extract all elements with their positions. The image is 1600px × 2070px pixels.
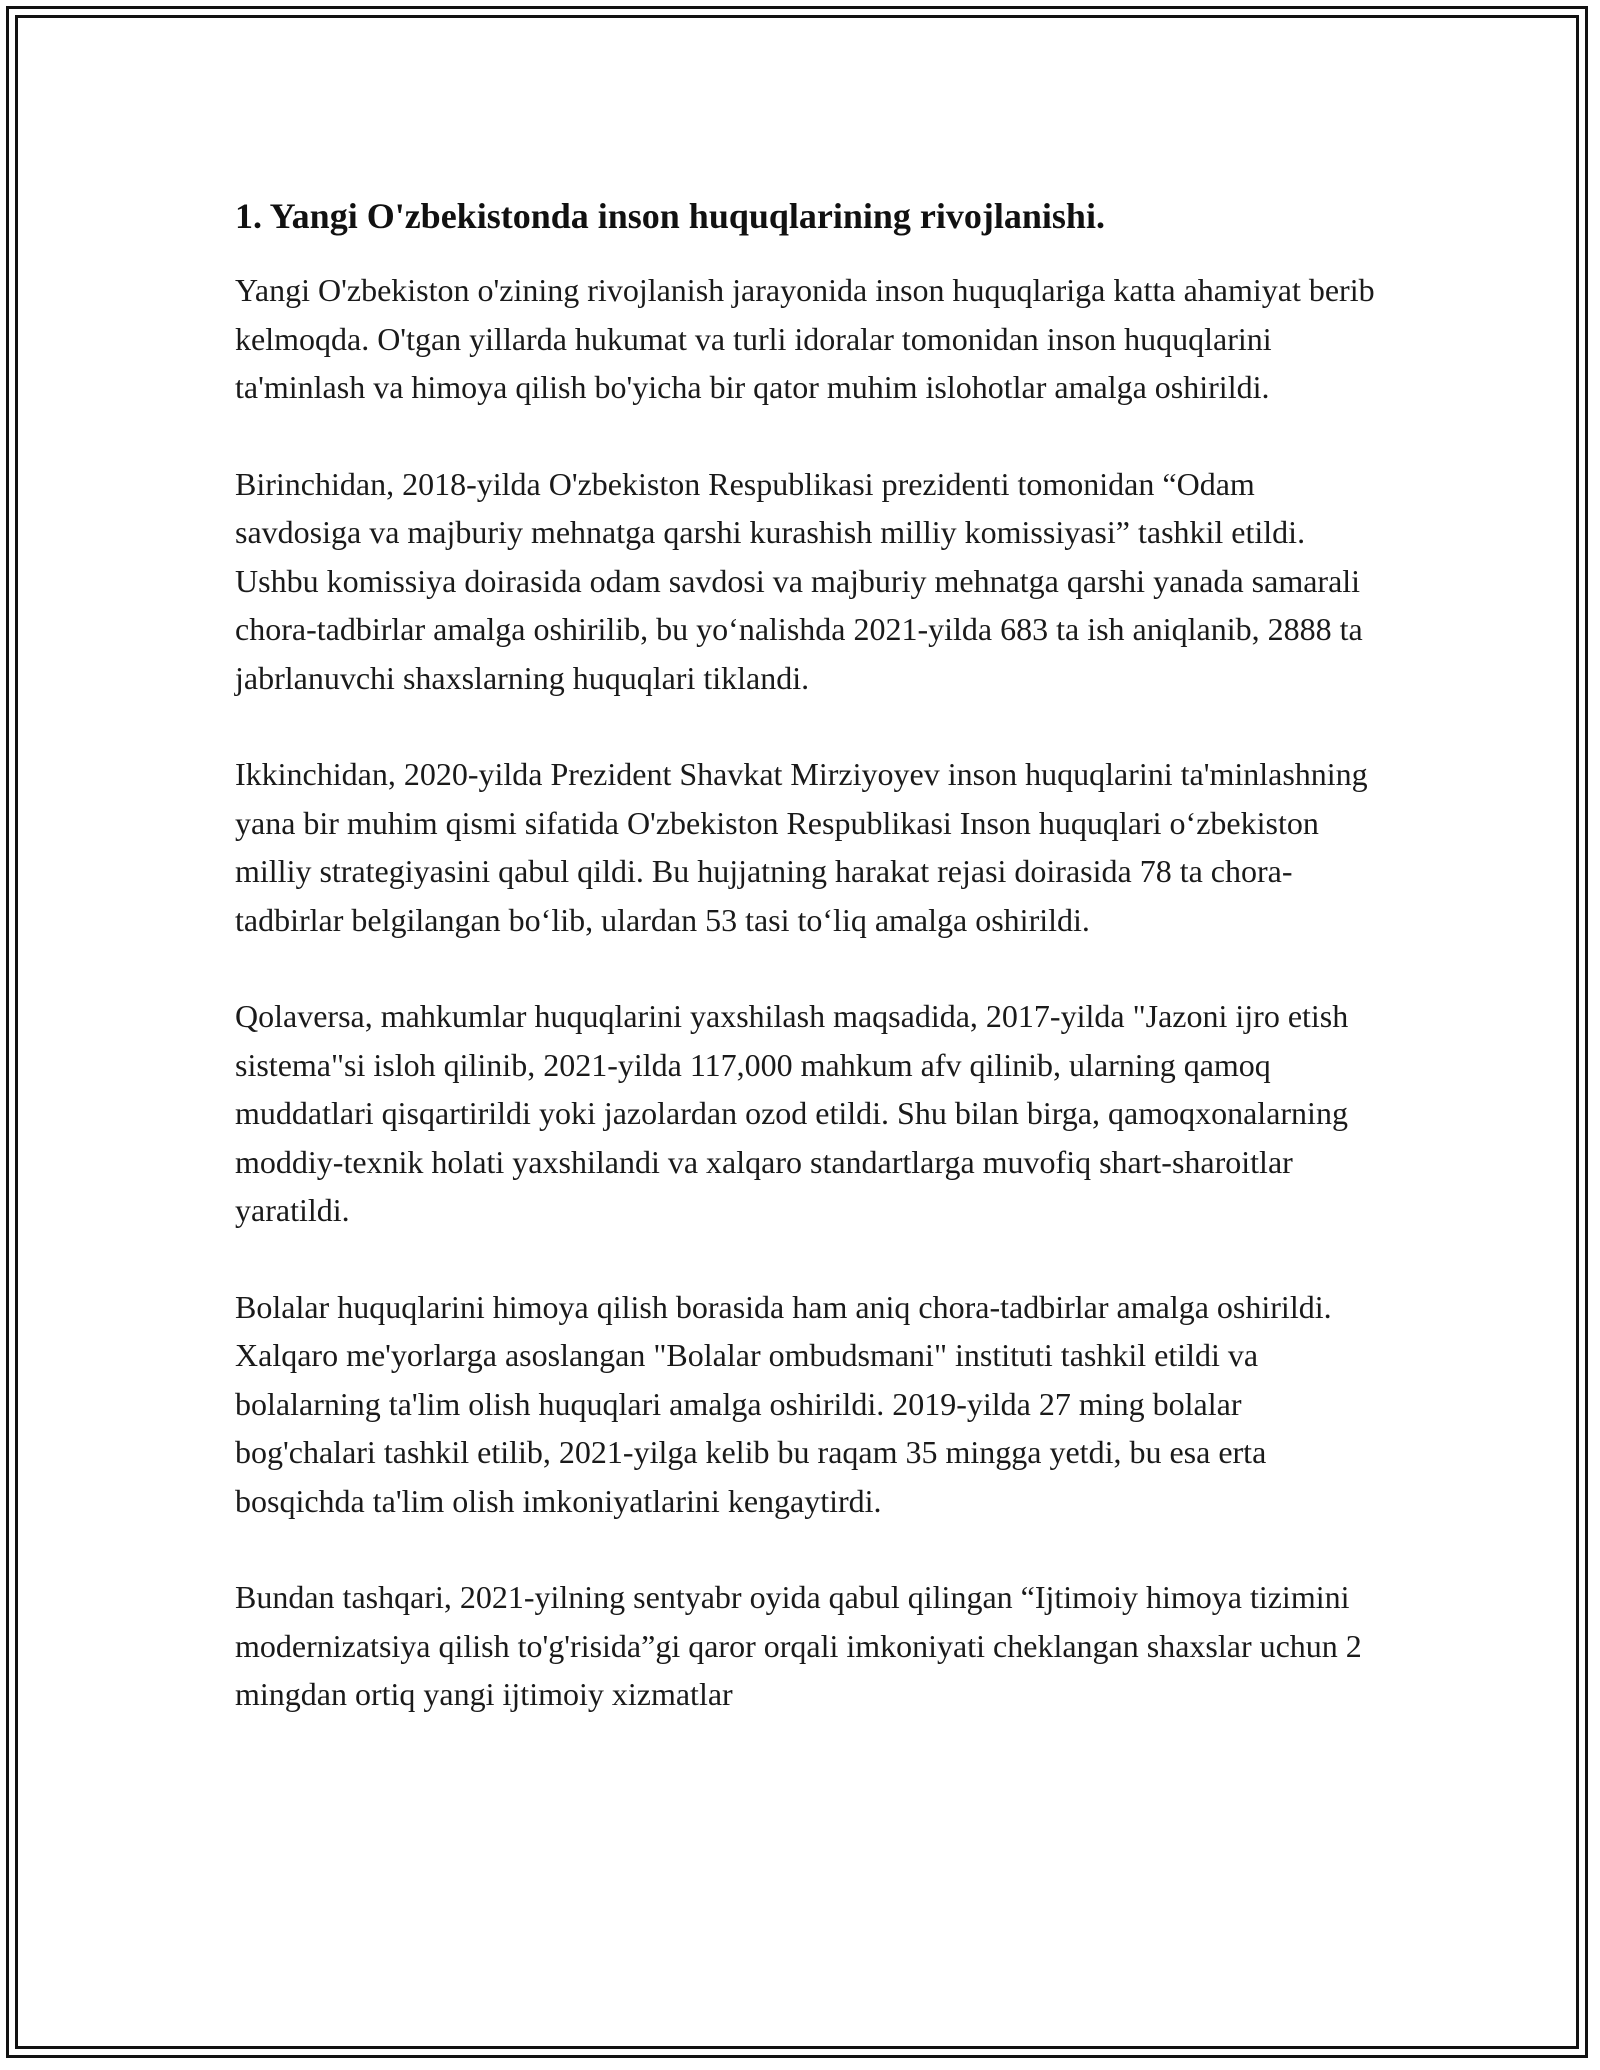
paragraph-national-strategy: Ikkinchidan, 2020-yilda Prezident Shavkat Mirziyoyev inson huquqlarini ta'minlashning yana bir muhim qismi sifatida O'zbekiston Respublikasi Inson huquqlari o‘zbekiston milliy strategiyasini qabul qildi. Bu hujjatning harakat rejasi doirasida 78 ta chora-tadbirlar belgilangan bo‘lib, ulardan 53 tasi to‘liq amalga oshirildi. bbox=[235, 756, 1368, 938]
paragraph-intro: Yangi O'zbekiston o'zining rivojlanish jarayonida inson huquqlariga katta ahamiyat berib kelmoqda. O'tgan yillarda hukumat va turli idoralar tomonidan inson huquqlarini ta'minlash va himoya qilish bo'yicha bir qator muhim islohotlar amalga oshirildi. bbox=[235, 272, 1375, 405]
paragraph-trafficking-commission: Birinchidan, 2018-yilda O'zbekiston Respublikasi prezidenti tomonidan “Odam savdosiga va majburiy mehnatga qarshi kurashish milliy komissiyasi” tashkil etildi. Ushbu komissiya doirasida odam savdosi va majburiy mehnatga qarshi yanada samarali chora-tadbirlar amalga oshirilib, bu yo‘nalishda 2021-yilda 683 ta ish aniqlanib, 2888 ta jabrlanuvchi shaxslarning huquqlari tiklandi. bbox=[235, 465, 1363, 696]
paragraph-social-protection: Bundan tashqari, 2021-yilning sentyabr oyida qabul qilingan “Ijtimoiy himoya tizimini modernizatsiya qilish to'g'risida”gi qaror orqali imkoniyati cheklangan shaxslar uchun 2 mingdan ortiq yangi ijtimoiy xizmatlar bbox=[235, 1579, 1362, 1712]
paragraph-prisoners-rights: Qolaversa, mahkumlar huquqlarini yaxshilash maqsadida, 2017-yilda "Jazoni ijro etish sistema"si isloh qilinib, 2021-yilda 117,000 mahkum afv qilinib, ularning qamoq muddatlari qisqartirildi yoki jazolardan ozod etildi. Shu bilan birga, qamoqxonalarning moddiy-texnik holati yaxshilandi va xalqaro standartlarga muvofiq shart-sharoitlar yaratildi. bbox=[235, 998, 1349, 1228]
document-body bbox=[235, 188, 1375, 1719]
paragraph-children-rights: Bolalar huquqlarini himoya qilish borasida ham aniq chora-tadbirlar amalga oshirildi. Xalqaro me'yorlarga asoslangan "Bolalar ombudsmani" instituti tashkil etildi va bolalarning ta'lim olish huquqlari amalga oshirildi. 2019-yilda 27 ming bolalar bog'chalari tashkil etilib, 2021-yilga kelib bu raqam 35 mingga yetdi, bu esa erta bosqichda ta'lim olish imkoniyatlarini kengaytirdi. bbox=[235, 1288, 1332, 1519]
section-heading: 1. Yangi O'zbekistonda inson huquqlarining rivojlanishi. bbox=[235, 196, 1105, 236]
